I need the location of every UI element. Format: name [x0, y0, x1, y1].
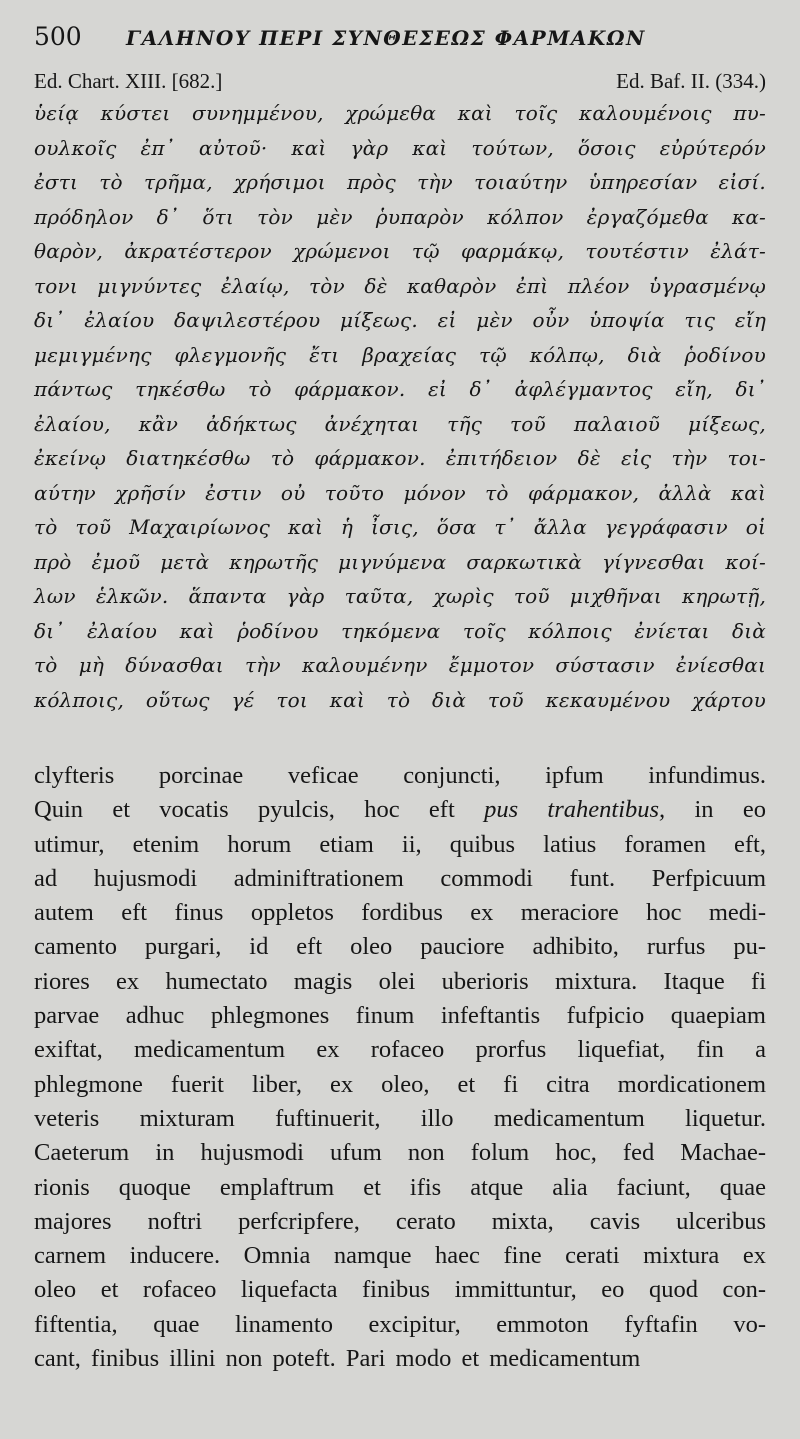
latin-line: rionis quoque emplaftrum et ifis atque alia faciunt, quae — [34, 1173, 766, 1201]
greek-line: λων ἑλκῶν. ἅπαντα γὰρ ταῦτα, χωρὶς τοῦ μιχθῆναι κηρωτῇ, — [34, 584, 766, 608]
running-head — [34, 22, 766, 66]
latin-line: carnem inducere. Omnia namque haec fine cerati mixtura ex — [34, 1242, 766, 1270]
column-gap — [34, 717, 766, 759]
latin-line: oleo et rofaceo liquefacta finibus immittuntur, eo quod con- — [34, 1276, 766, 1304]
latin-line-text: Quin et vocatis pyulcis, hoc eft — [34, 796, 485, 824]
latin-line: riores ex humectato magis olei uberioris mixtura. Itaque fi — [34, 967, 766, 995]
latin-line: majores noftri perfcripfere, cerato mixta, cavis ulceribus — [34, 1207, 766, 1235]
page-number: 500 — [34, 22, 82, 51]
greek-line: ουλκοῖς ἐπ᾽ αὐτοῦ· καὶ γὰρ καὶ τούτων, ὅσοις εὐρύτερόν — [34, 135, 766, 160]
latin-line: veteris mixturam fuftinuerit, illo medicamentum liquetur. — [34, 1104, 766, 1132]
latin-line — [34, 793, 766, 827]
latin-line-text: in eo — [665, 796, 766, 824]
edition-reference-left: Ed. Chart. XIII. [682.] — [34, 69, 223, 93]
greek-line: ἐκείνῳ διατηκέσθω τὸ φάρμακον. ἐπιτήδειον δὲ εἰς τὴν τοι- — [34, 446, 766, 470]
latin-line: autem eft finus oppletos fordibus ex meraciore hoc medi- — [34, 899, 766, 927]
greek-line: δι᾽ ἐλαίου καὶ ῥοδίνου τηκόμενα τοῖς κόλποις ἐνίεται διὰ — [34, 618, 766, 643]
greek-line: τονι μιγνύντες ἐλαίῳ, τὸν δὲ καθαρὸν ἐπὶ πλέον ὑγρασμένῳ — [34, 273, 766, 298]
latin-line: ad hujusmodi adminiftrationem commodi funt. Perfpicuum — [34, 864, 766, 892]
greek-line: ἐλαίου, κἂν ἀδήκτως ἀνέχηται τῆς τοῦ παλαιοῦ μίξεως, — [34, 411, 766, 436]
latin-line: cant, finibus illini non poteft. Pari modo et medicamentum — [34, 1345, 641, 1373]
latin-text-block — [34, 759, 766, 1376]
greek-line: μεμιγμένης φλεγμονῆς ἔτι βραχείας τῷ κόλπῳ, διὰ ῥοδίνου — [34, 342, 766, 367]
latin-line: utimur, etenim horum etiam ii, quibus latius foramen eft, — [34, 830, 766, 858]
greek-line: πρόδηλον δ᾽ ὅτι τὸν μὲν ῥυπαρὸν κόλπον ἐργαζόμεθα κα- — [34, 204, 766, 229]
greek-line: κόλποις, οὕτως γέ τοι καὶ τὸ διὰ τοῦ κεκαυμένου χάρτου — [34, 687, 766, 712]
edition-reference-right: Ed. Baf. II. (334.) — [616, 69, 766, 93]
greek-line: τὸ μὴ δύνασθαι τὴν καλουμένην ἔμμοτον σύστασιν ἐνίεσθαι — [34, 653, 766, 677]
latin-line: phlegmone fuerit liber, ex oleo, et fi citra mordicationem — [34, 1070, 766, 1098]
greek-line: τὸ τοῦ Μαχαιρίωνος καὶ ἡ ἶσις, ὅσα τ᾽ ἄλλα γεγράφασιν οἱ — [34, 515, 766, 539]
latin-line: exiftat, medicamentum ex rofaceo prorfus liquefiat, fin a — [34, 1036, 766, 1064]
edition-reference-line — [34, 66, 766, 96]
latin-line: parvae adhuc phlegmones finum infeftantis fufpicio quaepiam — [34, 1002, 766, 1030]
latin-italic-phrase: pus trahentibus, — [484, 796, 666, 824]
greek-line: πρὸ ἐμοῦ μετὰ κηρωτῆς μιγνύμενα σαρκωτικὰ γίγνεσθαι κοί- — [34, 549, 766, 574]
greek-line: θαρὸν, ἀκρατέστερον χρώμενοι τῷ φαρμάκῳ, τουτέστιν ἐλάτ- — [34, 239, 766, 263]
greek-line: αύτην χρῆσίν ἐστιν οὐ τοῦτο μόνον τὸ φάρμακον, ἀλλὰ καὶ — [34, 480, 766, 505]
running-title: ΓΑΛΗΝΟΥ ΠΕΡΙ ΣΥΝΘΕΣΕΩΣ ΦΑΡΜΑΚΩΝ — [126, 26, 646, 50]
greek-line: ἐστι τὸ τρῆμα, χρήσιμοι πρὸς τὴν τοιαύτην ὑπηρεσίαν εἰσί. — [34, 170, 766, 194]
latin-line: clyfteris porcinae veficae conjuncti, ipfum infundimus. — [34, 762, 766, 789]
greek-line: πάντως τηκέσθω τὸ φάρμακον. εἰ δ᾽ ἀφλέγμαντος εἴη, δι᾽ — [34, 377, 766, 401]
greek-line: δι᾽ ἐλαίου δαψιλεστέρου μίξεως. εἰ μὲν οὖν ὑποψία τις εἴη — [34, 308, 766, 332]
greek-line: ὑείᾳ κύστει συνημμένου, χρώμεθα καὶ τοῖς καλουμένοις πυ- — [34, 101, 766, 125]
latin-line: fiftentia, quae linamento excipitur, emmoton fyftafin vo- — [34, 1310, 766, 1338]
latin-line: Caeterum in hujusmodi ufum non folum hoc, fed Machae- — [34, 1139, 766, 1167]
greek-text-block — [34, 96, 766, 717]
latin-line: camento purgari, id eft oleo pauciore adhibito, rurfus pu- — [34, 933, 766, 961]
